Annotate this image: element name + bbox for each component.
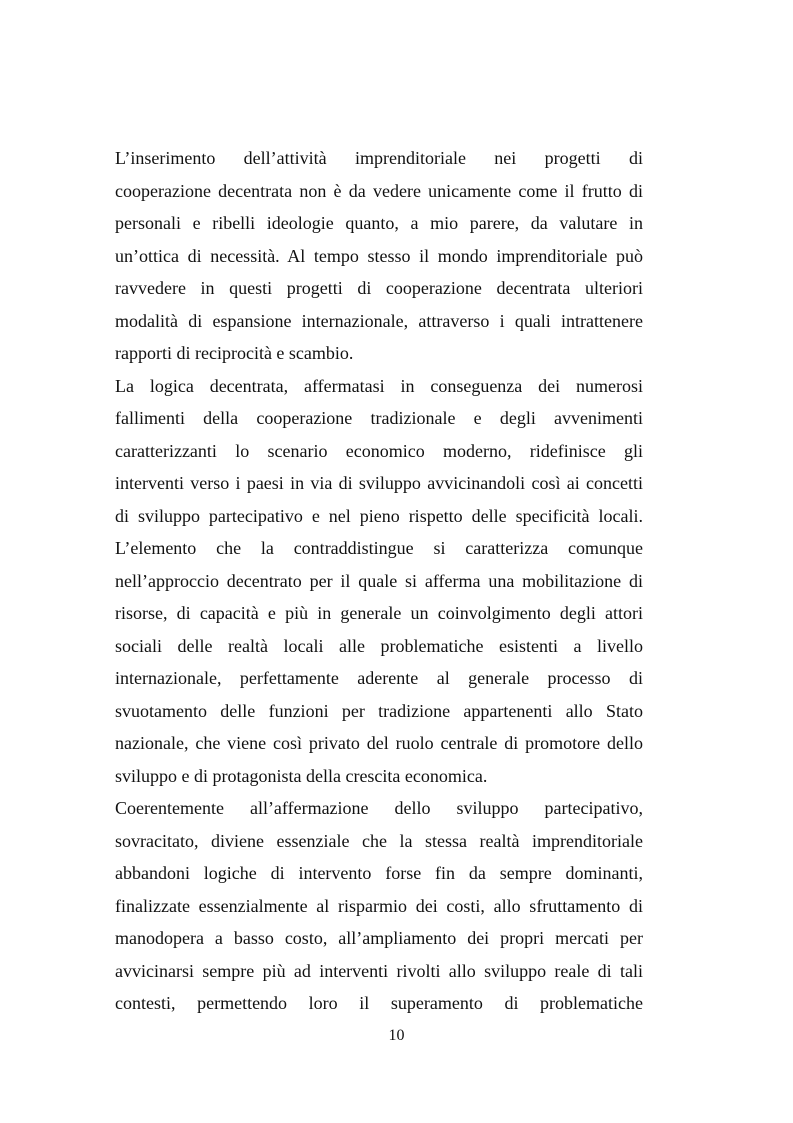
- paragraph-2-line: svuotamento delle funzioni per tradizione appartenenti allo Stato: [115, 700, 643, 721]
- page-number: 10: [388, 1027, 405, 1044]
- paragraph-2-line: di sviluppo partecipativo e nel pieno rispetto delle specificità locali.: [115, 505, 643, 526]
- body-text: [115, 142, 643, 1020]
- paragraph-2-line: risorse, di capacità e più in generale un coinvolgimento degli attori: [115, 603, 643, 623]
- paragraph-2-line: interventi verso i paesi in via di sviluppo avvicinandoli così ai concetti: [115, 473, 643, 493]
- paragraph-2-line: internazionale, perfettamente aderente al generale processo di: [115, 668, 643, 688]
- paragraph-1-line: cooperazione decentrata non è da vedere unicamente come il frutto di: [115, 180, 643, 201]
- paragraph-2-line: fallimenti della cooperazione tradizionale e degli avvenimenti: [115, 408, 643, 428]
- paragraph-3-line: sovracitato, diviene essenziale che la stessa realtà imprenditoriale: [115, 830, 643, 851]
- paragraph-3-line: avvicinarsi sempre più ad interventi rivolti allo sviluppo reale di tali: [115, 960, 643, 981]
- paragraph-3-line: manodopera a basso costo, all’ampliamento dei propri mercati per: [115, 928, 643, 948]
- paragraph-2-line: nazionale, che viene così privato del ruolo centrale di promotore dello: [115, 733, 643, 753]
- paragraph-1-line: modalità di espansione internazionale, attraverso i quali intrattenere: [115, 310, 643, 331]
- paragraph-2-line: sviluppo e di protagonista della crescita economica.: [115, 765, 488, 786]
- paragraph-1-line: personali e ribelli ideologie quanto, a mio parere, da valutare in: [115, 213, 643, 233]
- paragraph-1-line: rapporti di reciprocità e scambio.: [115, 343, 354, 363]
- paragraph-2-line: La logica decentrata, affermatasi in conseguenza dei numerosi: [115, 375, 643, 396]
- paragraph-1-line: un’ottica di necessità. Al tempo stesso il mondo imprenditoriale può: [115, 245, 643, 266]
- paragraph-2-line: sociali delle realtà locali alle problematiche esistenti a livello: [115, 635, 643, 656]
- paragraph-3-line: contesti, permettendo loro il superamento di problematiche: [115, 993, 643, 1013]
- paragraph-3-line: finalizzate essenzialmente al risparmio dei costi, allo sfruttamento di: [115, 895, 643, 916]
- paragraph-2-line: nell’approccio decentrato per il quale si afferma una mobilitazione di: [115, 570, 643, 591]
- paragraph-2-line: L’elemento che la contraddistingue si caratterizza comunque: [115, 538, 643, 558]
- paragraph-1-line: ravvedere in questi progetti di cooperazione decentrata ulteriori: [115, 278, 643, 298]
- paragraph-2-line: caratterizzanti lo scenario economico moderno, ridefinisce gli: [115, 440, 643, 461]
- paragraph-3-line: Coerentemente all’affermazione dello sviluppo partecipativo,: [115, 798, 643, 818]
- paragraph-3-line: abbandoni logiche di intervento forse fin da sempre dominanti,: [115, 863, 643, 883]
- paragraph-1-line: L’inserimento dell’attività imprenditoriale nei progetti di: [115, 148, 643, 168]
